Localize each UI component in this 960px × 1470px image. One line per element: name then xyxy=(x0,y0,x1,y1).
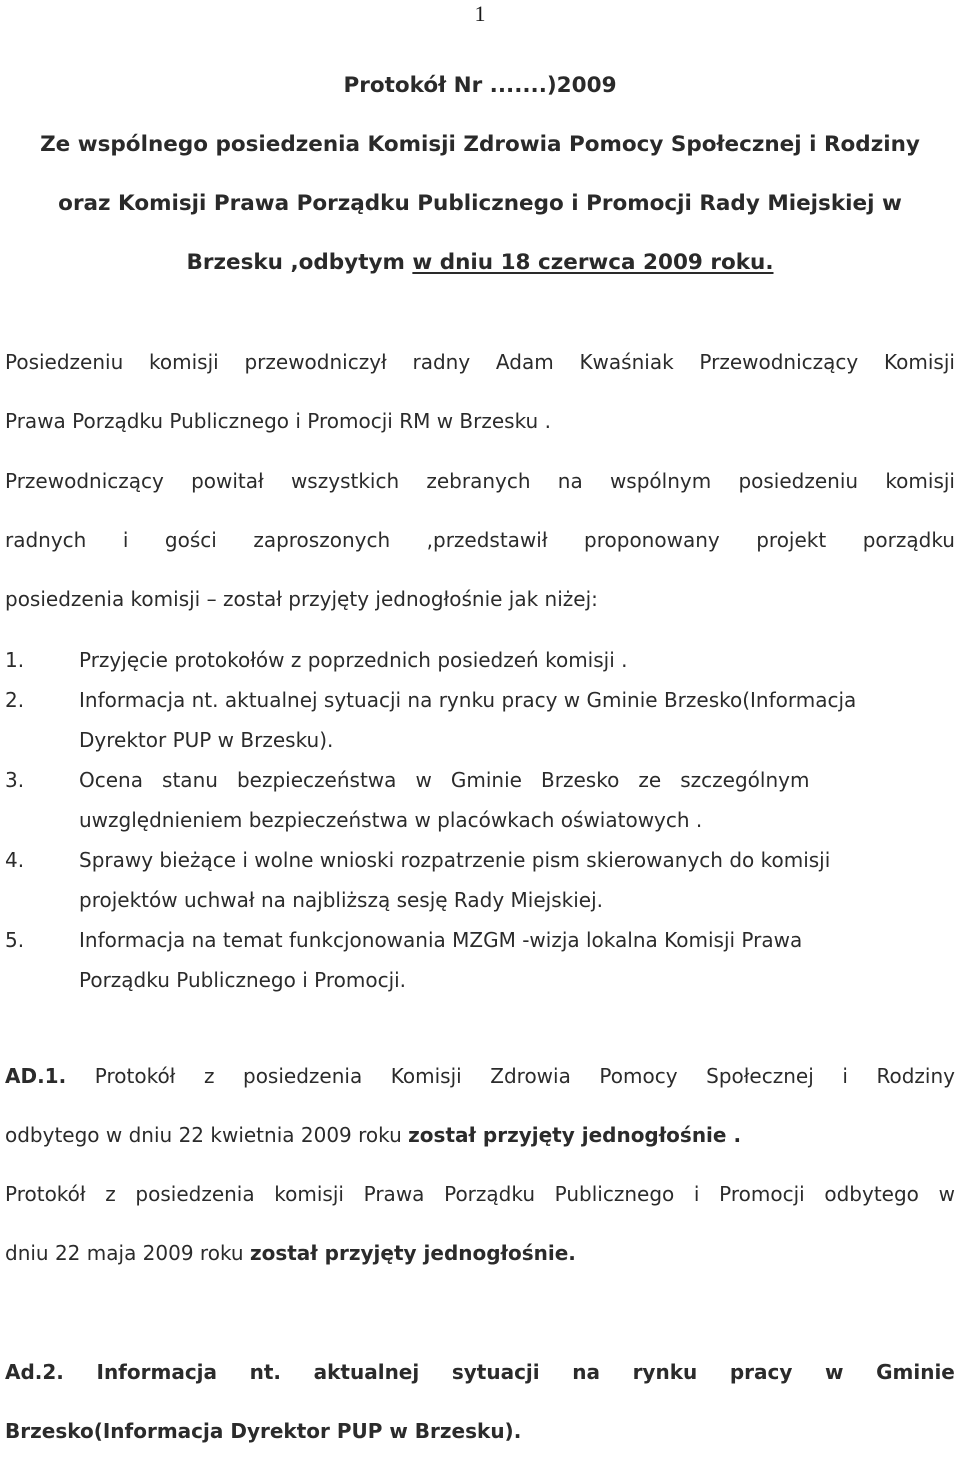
word: Zdrowia xyxy=(490,1064,571,1088)
word: Pomocy xyxy=(599,1064,678,1088)
word: Gminie xyxy=(876,1360,955,1384)
word: i xyxy=(693,1182,700,1206)
word: Kwaśniak xyxy=(579,350,674,374)
ad1-line-3 xyxy=(5,1174,955,1233)
word: i xyxy=(122,528,129,552)
page-number: 1 xyxy=(474,1,486,26)
title-line-2: Ze wspólnego posiedzenia Komisji Zdrowia Pomocy Społecznej i Rodziny xyxy=(40,132,920,157)
agenda-item xyxy=(5,640,955,680)
word: Społecznej xyxy=(706,1064,814,1088)
word: Prawa xyxy=(363,1182,425,1206)
agenda-item-text xyxy=(79,680,955,760)
agenda-item-text xyxy=(79,760,955,840)
ad1-label: AD.1. xyxy=(5,1064,67,1088)
agenda-item-text xyxy=(79,920,955,1000)
word: Porządku xyxy=(444,1182,535,1206)
ad2-line-2: Brzesko(Informacja Dyrektor PUP w Brzesku). xyxy=(5,1419,522,1443)
word: porządku xyxy=(862,528,955,552)
word: radny xyxy=(412,350,471,374)
agenda-item-number: 4. xyxy=(5,848,25,872)
agenda-item xyxy=(5,680,955,760)
agenda-line: projektów uchwał na najbliższą sesję Rady Miejskiej. xyxy=(79,888,603,912)
ad2-line-1 xyxy=(5,1352,955,1411)
word: zaproszonych xyxy=(253,528,391,552)
welcome-line-1 xyxy=(5,461,955,520)
word: Przewodniczący xyxy=(699,350,859,374)
word: gości xyxy=(164,528,217,552)
word: w xyxy=(825,1360,844,1384)
word: przewodniczył xyxy=(244,350,387,374)
document-title xyxy=(0,66,960,302)
word: powitał xyxy=(191,469,264,493)
word: Komisji xyxy=(390,1064,462,1088)
word: Ad.2. xyxy=(5,1360,64,1384)
word: i xyxy=(842,1064,848,1088)
word: Komisji xyxy=(884,350,955,374)
word: pracy xyxy=(729,1360,793,1384)
intro-line-2: Prawa Porządku Publicznego i Promocji RM w Brzesku . xyxy=(5,409,551,433)
word: Protokół xyxy=(94,1064,176,1088)
welcome-line-3: posiedzenia komisji – został przyjęty jednogłośnie jak niżej: xyxy=(5,587,598,611)
agenda-item xyxy=(5,920,955,1000)
word: ,przedstawił xyxy=(426,528,548,552)
word: z xyxy=(203,1064,215,1088)
ad1-line-2 xyxy=(5,1115,955,1174)
word: Informacja xyxy=(96,1360,218,1384)
agenda-item-number: 3. xyxy=(5,768,25,792)
ad1-line-2-decision: został przyjęty jednogłośnie . xyxy=(408,1123,742,1147)
word: Protokół xyxy=(5,1182,86,1206)
ad1-line-4 xyxy=(5,1233,955,1292)
word: posiedzeniu xyxy=(738,469,859,493)
word: Przewodniczący xyxy=(5,469,164,493)
word: aktualnej xyxy=(313,1360,420,1384)
agenda-line: Dyrektor PUP w Brzesku). xyxy=(79,728,334,752)
agenda-line: Przyjęcie protokołów z poprzednich posiedzeń komisji . xyxy=(79,648,628,672)
welcome-line-2 xyxy=(5,520,955,579)
word: proponowany xyxy=(584,528,720,552)
word: wszystkich xyxy=(290,469,400,493)
agenda-line: Informacja na temat funkcjonowania MZGM -wizja lokalna Komisji Prawa xyxy=(79,928,803,952)
title-line-1: Protokół Nr .......)2009 xyxy=(343,73,617,98)
ad1-section xyxy=(5,1056,955,1292)
word: w xyxy=(938,1182,955,1206)
agenda-line: Ocena stanu bezpieczeństwa w Gminie Brzesko ze szczególnym xyxy=(79,768,810,792)
intro-paragraph xyxy=(5,342,955,460)
word: posiedzenia xyxy=(135,1182,255,1206)
ad1-line-4-decision: został przyjęty jednogłośnie. xyxy=(249,1241,576,1265)
word: Posiedzeniu xyxy=(5,350,124,374)
title-line-4-prefix: Brzesku ,odbytym xyxy=(186,250,413,275)
welcome-paragraph xyxy=(5,461,955,638)
word: komisji xyxy=(274,1182,344,1206)
word: sytuacji xyxy=(451,1360,540,1384)
word: z xyxy=(105,1182,116,1206)
agenda-line: Sprawy bieżące i wolne wnioski rozpatrzenie pism skierowanych do komisji xyxy=(79,848,831,872)
agenda-list xyxy=(5,640,955,1000)
word: na xyxy=(572,1360,600,1384)
ad1-line-4-text: dniu 22 maja 2009 roku xyxy=(5,1241,250,1265)
word: nt. xyxy=(249,1360,282,1384)
title-line-4 xyxy=(0,243,960,302)
agenda-item-number: 2. xyxy=(5,688,25,712)
title-meeting-date: w dniu 18 czerwca 2009 roku. xyxy=(412,250,774,275)
word: Rodziny xyxy=(876,1064,955,1088)
ad2-section xyxy=(5,1352,955,1470)
word: radnych xyxy=(5,528,87,552)
word: komisji xyxy=(149,350,219,374)
word: projekt xyxy=(756,528,827,552)
agenda-line: Porządku Publicznego i Promocji. xyxy=(79,968,407,992)
agenda-line: Informacja nt. aktualnej sytuacji na rynku pracy w Gminie Brzesko(Informacja xyxy=(79,688,857,712)
agenda-item-text xyxy=(79,640,955,680)
ad1-line-1 xyxy=(5,1056,955,1115)
word: posiedzenia xyxy=(243,1064,363,1088)
word: komisji xyxy=(885,469,955,493)
intro-line-1 xyxy=(5,342,955,401)
agenda-item xyxy=(5,760,955,840)
ad1-line-2-text: odbytego w dniu 22 kwietnia 2009 roku xyxy=(5,1123,409,1147)
word: na xyxy=(557,469,583,493)
word: wspólnym xyxy=(609,469,712,493)
word: Publicznego xyxy=(554,1182,675,1206)
word: odbytego xyxy=(824,1182,919,1206)
agenda-item-number: 1. xyxy=(5,648,25,672)
word: Promocji xyxy=(719,1182,805,1206)
word: Adam xyxy=(495,350,554,374)
agenda-item xyxy=(5,840,955,920)
agenda-item-text xyxy=(79,840,955,920)
agenda-line: uwzględnieniem bezpieczeństwa w placówkach oświatowych . xyxy=(79,808,703,832)
title-line-3: oraz Komisji Prawa Porządku Publicznego i Promocji Rady Miejskiej w xyxy=(58,191,902,216)
agenda-item-number: 5. xyxy=(5,928,25,952)
word: rynku xyxy=(632,1360,698,1384)
word: zebranych xyxy=(426,469,531,493)
